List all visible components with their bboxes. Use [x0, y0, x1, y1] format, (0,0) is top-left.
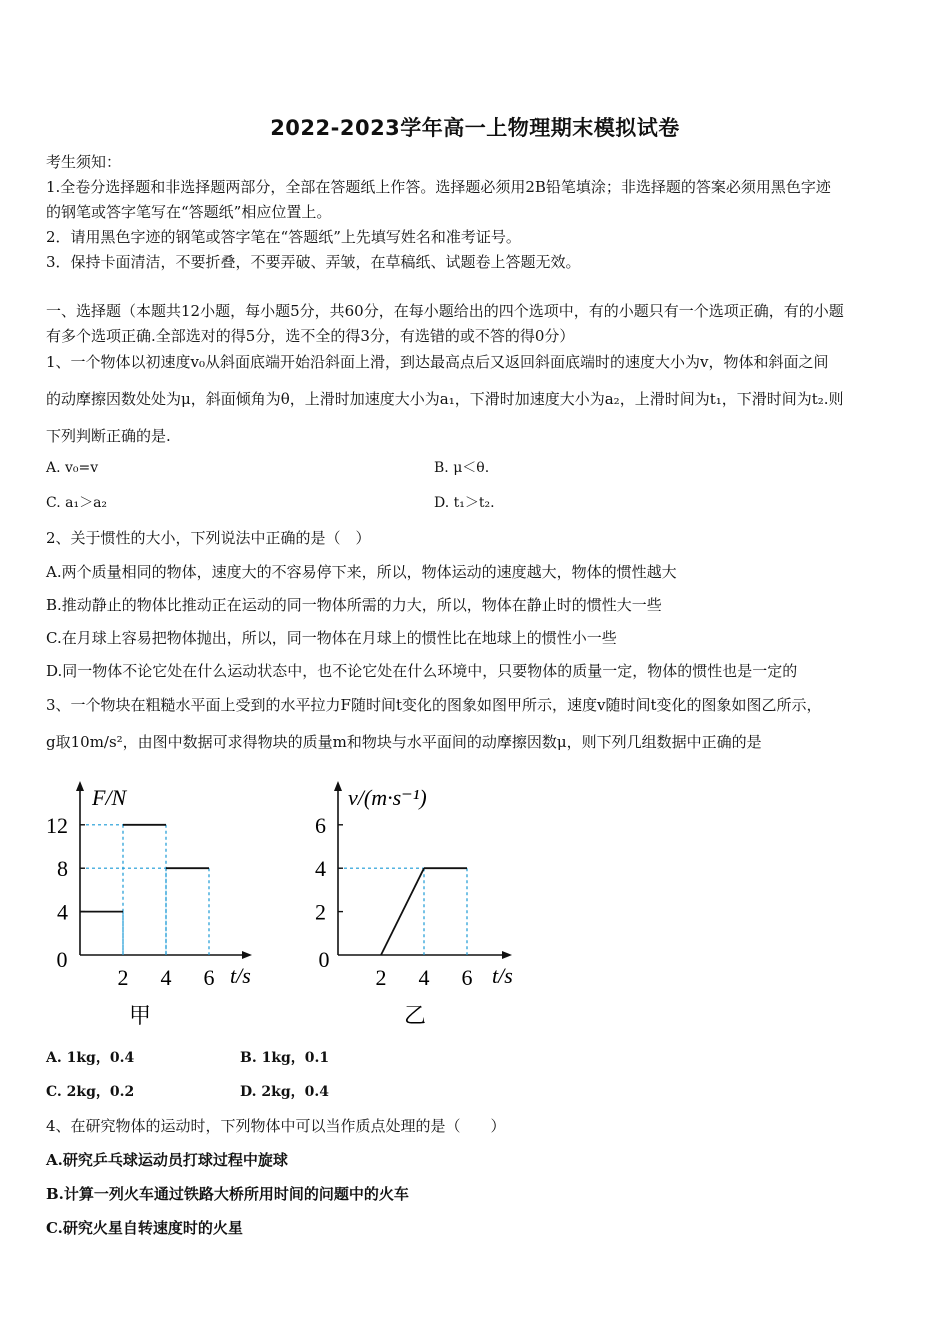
jia-x-tick-6: 6 — [203, 965, 215, 990]
yi-x-arrow — [502, 951, 512, 959]
q3-option-a: A. 1kg，0.4 — [46, 1050, 135, 1066]
yi-x-tick-6: 6 — [461, 965, 473, 990]
q3-option-c: C. 2kg，0.2 — [46, 1084, 135, 1100]
jia-x-label: t/s — [230, 963, 251, 988]
yi-x-label: t/s — [492, 963, 513, 988]
jia-y-tick-12: 12 — [46, 812, 68, 838]
yi-y-tick-2: 2 — [315, 899, 326, 925]
yi-y-tick-6: 6 — [315, 812, 326, 838]
yi-x-tick-4: 4 — [418, 965, 430, 990]
notice-item-1: 1.全卷分选择题和非选择题两部分，全部在答题纸上作答。选择题必须用2B铅笔填涂；非选择题的答案必须用黑色字迹 — [46, 178, 831, 196]
q2-option-b: B.推动静止的物体比推动正在运动的同一物体所需的力大，所以，物体在静止时的惯性大一些 — [46, 596, 662, 614]
yi-y-arrow — [334, 781, 342, 791]
yi-origin-label: 0 — [318, 947, 330, 972]
q4-stem: 4、在研究物体的运动时，下列物体中可以当作质点处理的是（ ） — [46, 1117, 506, 1135]
notice-item-3: 3．保持卡面清洁，不要折叠，不要弄破、弄皱，在草稿纸、试题卷上答题无效。 — [46, 253, 581, 271]
q4-option-a: A.研究乒乓球运动员打球过程中旋球 — [46, 1151, 288, 1169]
q1-option-d: D. t₁＞t₂. — [434, 495, 495, 511]
jia-y-label: F/N — [92, 785, 127, 810]
q3-stem-line-2: g取10m/s²，由图中数据可求得物块的质量m和物块与水平面间的动摩擦因数μ，则下列几组数据中正确的是 — [46, 733, 762, 751]
chart-jia — [46, 781, 252, 1028]
q2-option-a: A.两个质量相同的物体，速度大的不容易停下来，所以，物体运动的速度越大，物体的惯性越大 — [46, 563, 677, 581]
section-1-intro-cont: 有多个选项正确.全部选对的得5分，选不全的得3分，有选错的或不答的得0分） — [46, 327, 575, 345]
jia-y-arrow — [76, 781, 84, 791]
jia-y-tick-8: 8 — [57, 856, 68, 882]
jia-origin-label: 0 — [56, 947, 68, 972]
notice-item-2: 2．请用黑色字迹的钢笔或答字笔在“答题纸”上先填写姓名和准考证号。 — [46, 228, 521, 246]
jia-y-tick-4: 4 — [57, 899, 68, 925]
q2-option-c: C.在月球上容易把物体抛出，所以，同一物体在月球上的惯性比在地球上的惯性小一些 — [46, 629, 617, 647]
yi-caption: 乙 — [403, 1003, 427, 1028]
q1-stem-line-2: 的动摩擦因数处处为μ，斜面倾角为θ，上滑时加速度大小为a₁，下滑时加速度大小为a₂，上滑时间为t₁，下滑时间为t₂.则 — [46, 390, 844, 408]
q4-option-c: C.研究火星自转速度时的火星 — [46, 1219, 243, 1237]
yi-y-label: v/(m·s⁻¹) — [348, 785, 427, 810]
q2-stem: 2、关于惯性的大小，下列说法中正确的是（ ） — [46, 529, 371, 547]
notice-heading: 考生须知： — [46, 153, 122, 171]
q1-stem-line-3: 下列判断正确的是. — [46, 427, 171, 445]
jia-x-arrow — [242, 951, 252, 959]
q4-option-b: B.计算一列火车通过铁路大桥所用时间的问题中的火车 — [46, 1185, 409, 1203]
q2-option-d: D.同一物体不论它处在什么运动状态中，也不论它处在什么环境中，只要物体的质量一定，物体的惯性也是一定的 — [46, 662, 798, 680]
jia-caption: 甲 — [128, 1003, 152, 1028]
yi-y-tick-4: 4 — [315, 856, 326, 882]
yi-x-tick-2: 2 — [375, 965, 387, 990]
q3-option-d: D. 2kg，0.4 — [240, 1084, 329, 1100]
chart-yi — [315, 781, 513, 1028]
q3-option-b: B. 1kg，0.1 — [240, 1050, 330, 1066]
q1-stem-line-1: 1、一个物体以初速度v₀从斜面底端开始沿斜面上滑，到达最高点后又返回斜面底端时的速度大小为v，物体和斜面之间 — [46, 353, 829, 371]
q3-stem-line-1: 3、一个物块在粗糙水平面上受到的水平拉力F随时间t变化的图象如图甲所示，速度v随时间t变化的图象如图乙所示， — [46, 696, 822, 714]
notice-item-1-cont: 的钢笔或答字笔写在“答题纸”相应位置上。 — [46, 203, 332, 221]
yi-segment-0 — [381, 868, 424, 955]
q1-option-c: C. a₁＞a₂ — [46, 495, 108, 511]
jia-x-tick-4: 4 — [160, 965, 172, 990]
q1-option-b: B. μ＜θ. — [434, 460, 490, 476]
q1-option-a: A. v₀=v — [46, 460, 99, 476]
q3-figure — [40, 775, 540, 1035]
section-1-intro: 一、选择题（本题共12小题，每小题5分，共60分，在每小题给出的四个选项中，有的小题只有一个选项正确，有的小题 — [46, 302, 844, 320]
page-title: 2022-2023学年高一上物理期末模拟试卷 — [270, 116, 680, 140]
jia-x-tick-2: 2 — [117, 965, 129, 990]
